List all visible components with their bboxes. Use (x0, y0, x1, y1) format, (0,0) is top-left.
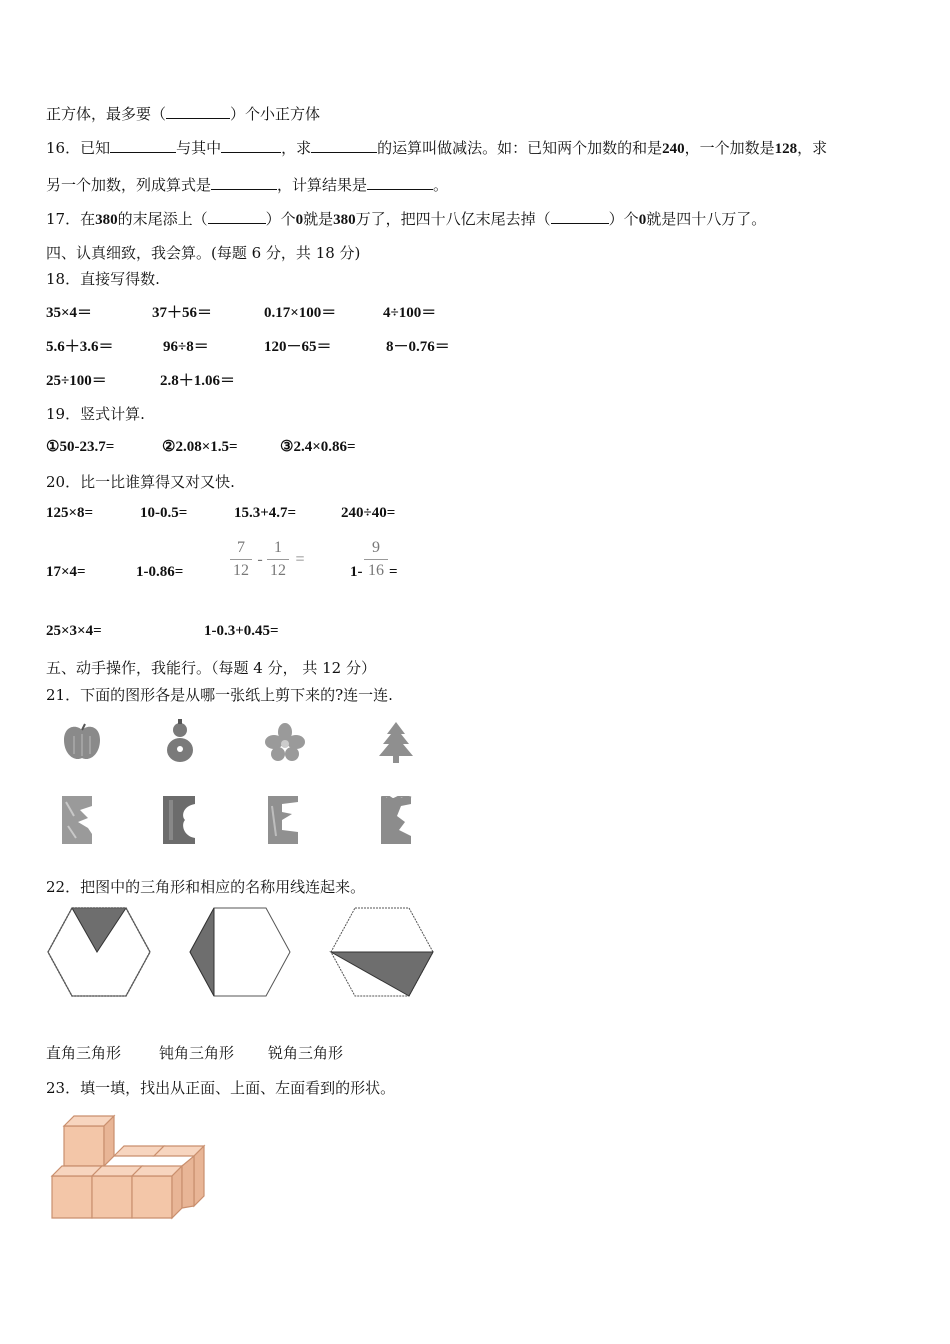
q17-text: ）个 (608, 210, 639, 228)
q22-title: 22．把图中的三角形和相应的名称用线连起来。 (46, 878, 366, 896)
q23-title: 23．填一填，找出从正面、上面、左面看到的形状。 (46, 1079, 396, 1097)
numerator: 7 (237, 539, 245, 556)
q17-num: 380 (333, 212, 356, 228)
q18-item: 8－0.76＝ (386, 339, 450, 355)
q16-line2 (46, 174, 448, 195)
q16-text: 。 (433, 176, 449, 194)
q19-item: ②2.08×1.5= (162, 439, 238, 455)
fraction-9-16 (364, 539, 388, 580)
gourd-shape-icon[interactable] (163, 718, 197, 764)
q16-text: ，求 (281, 139, 312, 157)
q16-text: ，一个加数是 (684, 139, 775, 157)
fraction-7-12 (230, 539, 252, 580)
q17-text: 万了，把四十八亿末尾去掉（ (355, 210, 551, 228)
q18-item: 2.8＋1.06＝ (160, 373, 236, 389)
section-5-heading: 五、动手操作，我能行。（每题 4 分， 共 12 分） (46, 659, 376, 677)
q16-text: 与其中 (176, 139, 222, 157)
q16-text: 已知 (80, 139, 111, 157)
q20-item: 1-0.86= (136, 564, 184, 580)
q16-text: ，求 (797, 139, 828, 157)
hexagon-triangle-1-figure (46, 906, 152, 998)
paper-sheet-1-icon[interactable] (62, 796, 94, 846)
q16-text: 另一个加数，列成算式是 (46, 176, 212, 194)
q20-item: 17×4= (46, 564, 86, 580)
q17-text: 的末尾添上（ (117, 210, 208, 228)
paper-sheet-4-icon[interactable] (381, 796, 413, 846)
q17-text: ）个 (265, 210, 296, 228)
q16-number-128: 128 (774, 141, 798, 157)
q16-number: 16． (46, 139, 81, 157)
q21-title: 21．下面的图形各是从哪一张纸上剪下来的?连一连. (46, 686, 393, 704)
q15-blank[interactable] (166, 104, 230, 119)
fraction-bar (230, 559, 252, 560)
numerator: 9 (372, 539, 380, 556)
q16-blank-1[interactable] (110, 138, 176, 153)
apple-shape-icon[interactable] (60, 722, 104, 764)
q20-item: 10-0.5= (140, 505, 188, 521)
q16-blank-2[interactable] (221, 138, 281, 153)
q18-item: 35×4＝ (46, 305, 93, 321)
fraction-minus: - (257, 551, 263, 568)
q17-line (46, 208, 766, 229)
q18-item: 0.17×100＝ (264, 305, 337, 321)
q18-item: 120－65＝ (264, 339, 332, 355)
denominator: 12 (270, 562, 286, 579)
fraction-1-12 (267, 539, 289, 580)
q16-line1 (46, 137, 827, 158)
q20-frac2-prefix: 1- (350, 564, 363, 580)
q19-title: 19．竖式计算. (46, 405, 145, 423)
q16-text: 的运算叫做减法。如：已知两个加数的和是 (377, 139, 663, 157)
q20-item: 240÷40= (341, 505, 396, 521)
fraction-equals: = (295, 551, 305, 568)
q16-blank-4[interactable] (211, 175, 277, 190)
q15-text-a: 正方体，最多要（ (46, 105, 167, 123)
q16-blank-5[interactable] (367, 175, 433, 190)
q19-item: ①50-23.7= (46, 439, 115, 455)
obtuse-triangle-label: 钝角三角形 (159, 1044, 235, 1062)
acute-triangle-label: 锐角三角形 (268, 1044, 344, 1062)
q17-text: 在 (80, 210, 96, 228)
paper-sheet-3-icon[interactable] (268, 796, 300, 846)
q16-number-240: 240 (662, 141, 685, 157)
numerator: 1 (274, 539, 282, 556)
q20-item: 25×3×4= (46, 623, 102, 639)
section-4-heading: 四、认真细致，我会算。(每题 6 分，共 18 分) (46, 244, 361, 262)
q19-item: ③2.4×0.86= (280, 439, 356, 455)
fraction-bar (267, 559, 289, 560)
q20-item: 15.3+4.7= (234, 505, 297, 521)
q15-text-b: ）个小正方体 (230, 105, 321, 123)
tree-shape-icon[interactable] (375, 720, 417, 764)
denominator: 16 (368, 562, 384, 579)
q20-item: 125×8= (46, 505, 94, 521)
denominator: 12 (233, 562, 249, 579)
paper-sheet-2-icon[interactable] (163, 796, 197, 846)
q17-number: 17． (46, 210, 81, 228)
q17-num: 380 (95, 212, 118, 228)
q17-text: 就是四十八万了。 (646, 210, 767, 228)
q17-blank-2[interactable] (551, 209, 609, 224)
q18-item: 25÷100＝ (46, 373, 107, 389)
fraction-bar (364, 559, 388, 560)
q18-title: 18．直接写得数. (46, 270, 160, 288)
q20-title: 20．比一比谁算得又对又快. (46, 473, 235, 491)
right-triangle-label: 直角三角形 (46, 1044, 122, 1062)
q16-blank-3[interactable] (311, 138, 377, 153)
hexagon-triangle-3-figure (329, 906, 435, 998)
cube-stack-figure (50, 1108, 210, 1224)
q18-item: 5.6＋3.6＝ (46, 339, 114, 355)
q17-num: 0 (638, 212, 647, 228)
hexagon-triangle-2-figure (188, 906, 292, 998)
q18-item: 37＋56＝ (152, 305, 213, 321)
q18-item: 96÷8＝ (163, 339, 209, 355)
q16-text: ，计算结果是 (277, 176, 368, 194)
q17-blank-1[interactable] (208, 209, 266, 224)
q17-num: 0 (295, 212, 304, 228)
q18-item: 4÷100＝ (383, 305, 437, 321)
q17-text: 就是 (303, 210, 334, 228)
flower-shape-icon[interactable] (263, 722, 307, 762)
q20-item: 1-0.3+0.45= (204, 623, 279, 639)
q20-frac2-equals: = (389, 564, 398, 580)
q15-tail (46, 103, 320, 124)
